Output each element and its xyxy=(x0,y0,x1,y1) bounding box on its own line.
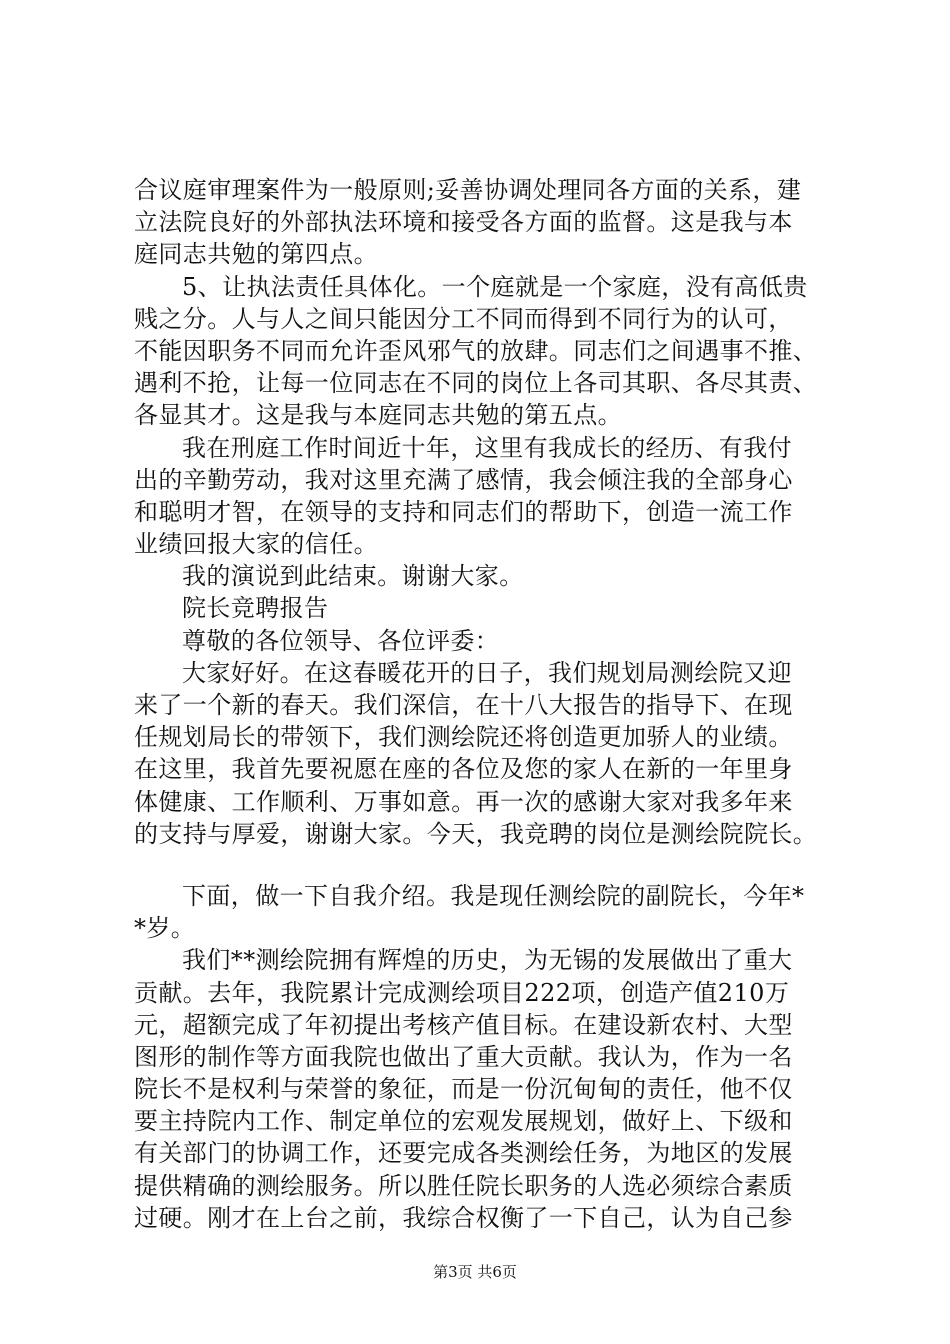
text-line: 贱之分。人与人之间只能因分工不同而得到不同行为的认可， xyxy=(134,304,793,333)
text-line: 遇利不抢，让每一位同志在不同的岗位上各司其职、各尽其责、 xyxy=(134,369,818,398)
text-line: 各显其才。这是我与本庭同志共勉的第五点。 xyxy=(134,401,622,430)
text-line: 业绩回报大家的信任。 xyxy=(134,530,378,559)
text-line: 元，超额完成了年初提出考核产值目标。在建设新农村、大型 xyxy=(134,1010,793,1039)
blank-line xyxy=(134,850,854,880)
text-line: 要主持院内工作、制定单位的宏观发展规划，做好上、下级和 xyxy=(134,1107,793,1136)
text-line: 任规划局长的带领下，我们测绘院还将创造更加骄人的业绩。 xyxy=(134,723,793,752)
text-line: 下面，做一下自我介绍。我是现任测绘院的副院长，今年* xyxy=(182,881,805,910)
page-footer xyxy=(0,1262,950,1282)
section-title: 院长竞聘报告 xyxy=(182,594,329,623)
document-body xyxy=(134,174,854,1234)
text-line: 在这里，我首先要祝愿在座的各位及您的家人在新的一年里身 xyxy=(134,755,793,784)
text-line: 和聪明才智，在领导的支持和同志们的帮助下，创造一流工作 xyxy=(134,497,793,526)
text-line: 的支持与厚爱，谢谢大家。今天，我竞聘的岗位是测绘院院长。 xyxy=(134,819,818,848)
text-line: 立法院良好的外部执法环境和接受各方面的监督。这是我与本 xyxy=(134,208,793,237)
text-line: *岁。 xyxy=(134,914,196,943)
text-line: 院长不是权利与荣誉的象征，而是一份沉甸甸的责任，他不仅 xyxy=(134,1075,793,1104)
text-line: 我们**测绘院拥有辉煌的历史，为无锡的发展做出了重大 xyxy=(182,946,793,975)
text-line: 体健康、工作顺利、万事如意。再一次的感谢大家对我多年来 xyxy=(134,787,793,816)
text-line: 合议庭审理案件为一般原则;妥善协调处理同各方面的关系，建 xyxy=(134,176,802,204)
text-line: 不能因职务不同而允许歪风邪气的放肆。同志们之间遇事不推、 xyxy=(134,336,818,365)
text-line: 贡献。去年，我院累计完成测绘项目222项，创造产值210万 xyxy=(134,978,790,1007)
text-line: 有关部门的协调工作，还要完成各类测绘任务，为地区的发展 xyxy=(134,1139,793,1168)
text-line: 我在刑庭工作时间近十年，这里有我成长的经历、有我付 xyxy=(182,433,792,462)
text-line: 大家好好。在这春暖花开的日子，我们规划局测绘院又迎 xyxy=(182,658,792,687)
text-line: 出的辛勤劳动，我对这里充满了感情，我会倾注我的全部身心 xyxy=(134,465,793,494)
salutation: 尊敬的各位领导、各位评委： xyxy=(182,626,500,655)
text-line: 过硬。刚才在上台之前，我综合权衡了一下自己，认为自己参 xyxy=(134,1203,793,1232)
text-line: 我的演说到此结束。谢谢大家。 xyxy=(182,562,524,591)
text-line: 提供精确的测绘服务。所以胜任院长职务的人选必须综合素质 xyxy=(134,1171,793,1200)
text-line: 图形的制作等方面我院也做出了重大贡献。我认为，作为一名 xyxy=(134,1042,793,1071)
text-line: 庭同志共勉的第四点。 xyxy=(134,240,378,269)
text-line: 来了一个新的春天。我们深信，在十八大报告的指导下、在现 xyxy=(134,691,793,719)
page-number: 第3页 共6页 xyxy=(433,1263,517,1281)
text-line: 5、让执法责任具体化。一个庭就是一个家庭，没有高低贵 xyxy=(182,272,808,301)
